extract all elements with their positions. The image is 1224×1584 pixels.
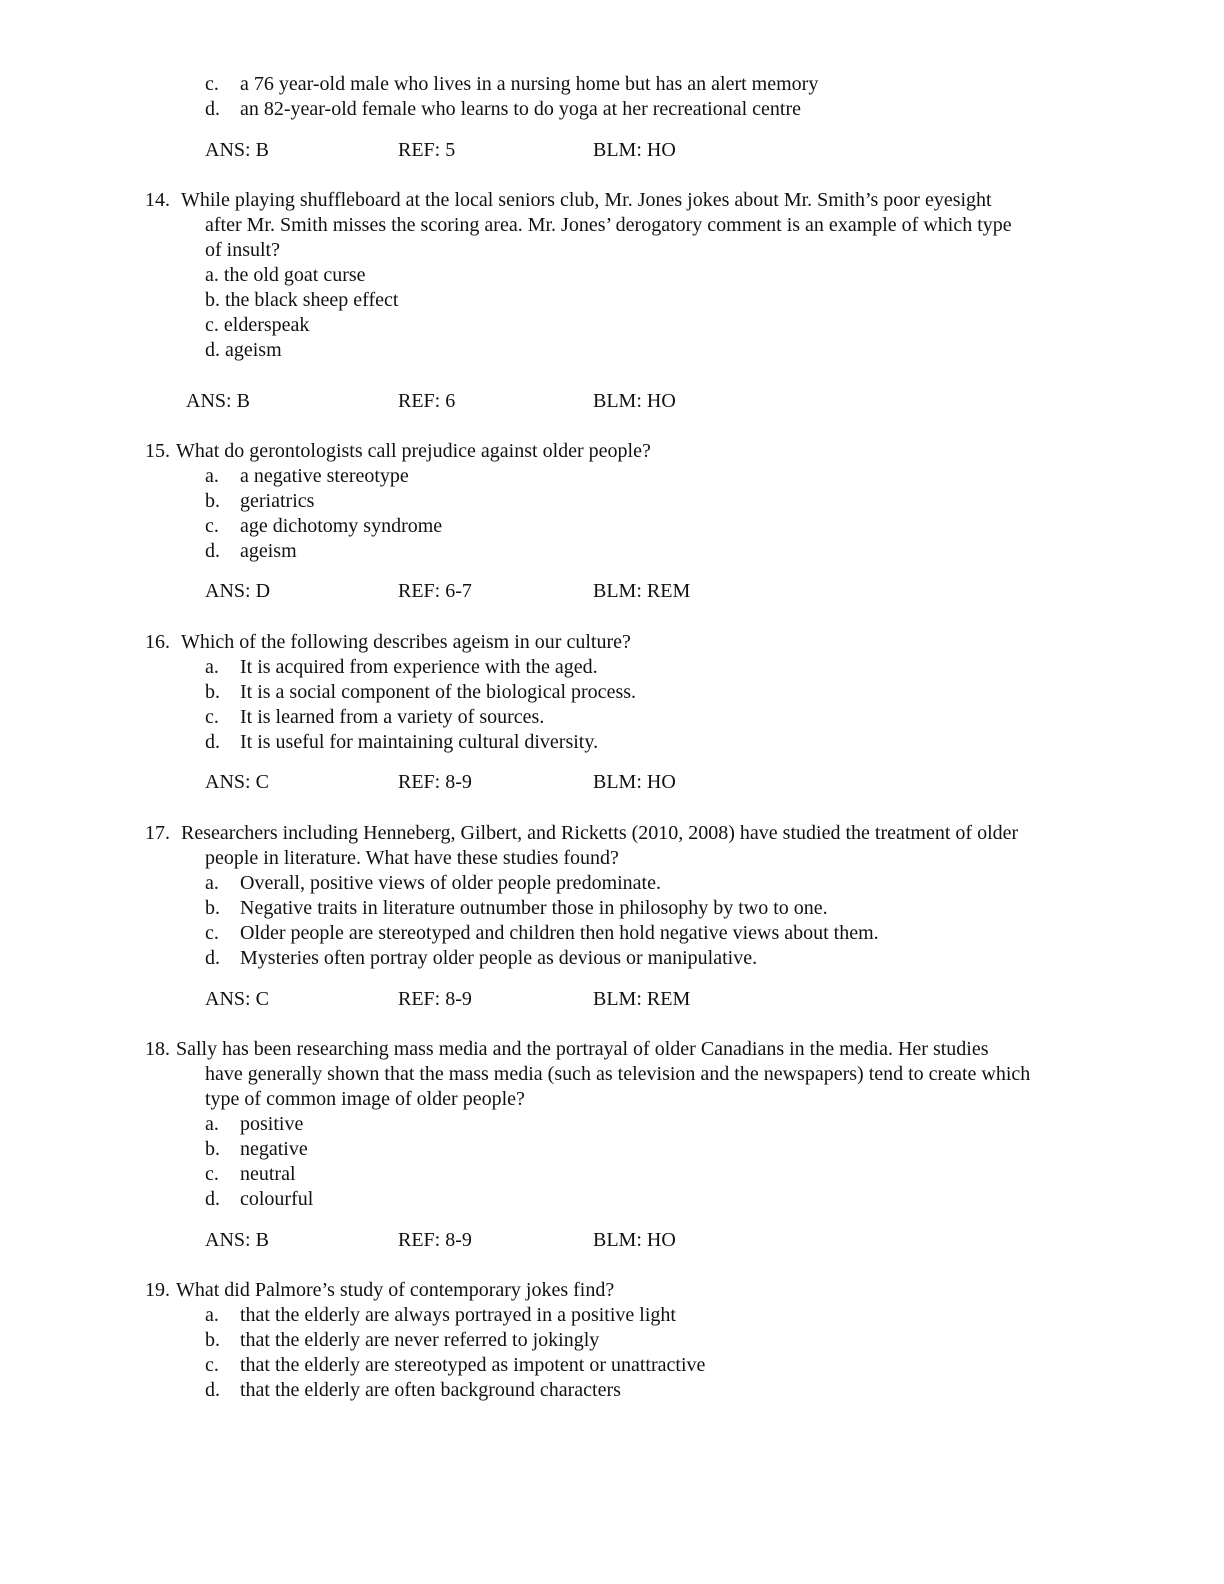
- reference-label: REF: 8-9: [398, 1229, 472, 1251]
- option-a: [205, 263, 366, 288]
- answer-label: ANS: D: [205, 580, 271, 602]
- option-text: neutral: [240, 1163, 296, 1185]
- option-b: [205, 288, 398, 313]
- question-number: 18.: [145, 1038, 170, 1060]
- question-text-line: Sally has been researching mass media and the portrayal of older Canadians in the media. Her studies: [176, 1038, 989, 1060]
- option-letter: b.: [205, 490, 220, 512]
- question-text-line: after Mr. Smith misses the scoring area. Mr. Jones’ derogatory comment is an example of which type: [205, 214, 1012, 236]
- option-text: a 76 year-old male who lives in a nursing home but has an alert memory: [240, 73, 819, 95]
- question-text-line: people in literature. What have these studies found?: [205, 847, 619, 869]
- option-text: Overall, positive views of older people predominate.: [240, 872, 661, 894]
- question-number: 16.: [145, 631, 170, 653]
- question-text-line: What did Palmore’s study of contemporary jokes find?: [176, 1279, 615, 1301]
- option-text: an 82-year-old female who learns to do yoga at her recreational centre: [240, 98, 801, 120]
- option-letter: b.: [205, 681, 220, 703]
- option-letter: c.: [205, 515, 219, 537]
- option-letter: a.: [205, 264, 219, 286]
- answer-label: ANS: B: [186, 390, 250, 412]
- option-letter: a.: [205, 872, 219, 894]
- blm-label: BLM: HO: [593, 1229, 676, 1251]
- option-letter: b.: [205, 897, 220, 919]
- option-text: elderspeak: [223, 314, 310, 336]
- option-text: the black sheep effect: [225, 289, 399, 311]
- option-letter: c.: [205, 1354, 219, 1376]
- blm-label: BLM: REM: [593, 580, 691, 602]
- option-text: positive: [240, 1113, 304, 1135]
- option-letter: b.: [205, 289, 220, 311]
- question-text-line: have generally shown that the mass media (such as television and the newspapers) tend to create which: [205, 1063, 1031, 1085]
- question-text-line: of insult?: [205, 239, 280, 261]
- option-letter: d.: [205, 731, 220, 753]
- reference-label: REF: 5: [398, 139, 456, 161]
- option-letter: c.: [205, 922, 219, 944]
- option-text: Older people are stereotyped and children then hold negative views about them.: [240, 922, 879, 944]
- reference-label: REF: 8-9: [398, 771, 472, 793]
- option-letter: d.: [205, 540, 220, 562]
- option-c: [205, 313, 309, 338]
- option-letter: a.: [205, 1304, 219, 1326]
- question-text-line: While playing shuffleboard at the local seniors club, Mr. Jones jokes about Mr. Smith’s poor eyesight: [181, 189, 992, 211]
- option-text: geriatrics: [240, 490, 315, 512]
- option-text: Mysteries often portray older people as devious or manipulative.: [240, 947, 758, 969]
- option-letter: b.: [205, 1138, 220, 1160]
- question-text-line: Which of the following describes ageism in our culture?: [181, 631, 631, 653]
- option-letter: d.: [205, 1379, 220, 1401]
- option-letter: c.: [205, 73, 219, 95]
- blm-label: BLM: HO: [593, 139, 676, 161]
- option-text: negative: [240, 1138, 308, 1160]
- option-letter: a.: [205, 1113, 219, 1135]
- option-text: that the elderly are stereotyped as impotent or unattractive: [240, 1354, 706, 1376]
- option-letter: d.: [205, 98, 220, 120]
- option-text: a negative stereotype: [240, 465, 409, 487]
- question-number: 15.: [145, 440, 170, 462]
- option-d: [205, 338, 282, 363]
- blm-label: BLM: HO: [593, 771, 676, 793]
- option-text: ageism: [225, 339, 282, 361]
- option-text: that the elderly are never referred to jokingly: [240, 1329, 600, 1351]
- question-number: 14.: [145, 189, 170, 211]
- option-text: that the elderly are always portrayed in a positive light: [240, 1304, 676, 1326]
- answer-label: ANS: C: [205, 771, 269, 793]
- question-text-line: type of common image of older people?: [205, 1088, 525, 1110]
- option-letter: c.: [205, 1163, 219, 1185]
- option-text: It is a social component of the biological process.: [240, 681, 637, 703]
- answer-label: ANS: C: [205, 988, 269, 1010]
- reference-label: REF: 6: [398, 390, 456, 412]
- option-letter: d.: [205, 947, 220, 969]
- option-letter: c.: [205, 706, 219, 728]
- question-number: 19.: [145, 1279, 170, 1301]
- question-text-line: Researchers including Henneberg, Gilbert, and Ricketts (2010, 2008) have studied the treatment of older: [181, 822, 1019, 844]
- option-letter: b.: [205, 1329, 220, 1351]
- option-letter: d.: [205, 1188, 220, 1210]
- reference-label: REF: 8-9: [398, 988, 472, 1010]
- option-text: It is acquired from experience with the aged.: [240, 656, 598, 678]
- option-letter: a.: [205, 465, 219, 487]
- answer-label: ANS: B: [205, 1229, 269, 1251]
- option-text: that the elderly are often background characters: [240, 1379, 621, 1401]
- option-text: It is useful for maintaining cultural diversity.: [240, 731, 599, 753]
- question-text-line: What do gerontologists call prejudice against older people?: [176, 440, 651, 462]
- option-letter: c.: [205, 314, 219, 336]
- blm-label: BLM: REM: [593, 988, 691, 1010]
- option-text: age dichotomy syndrome: [240, 515, 443, 537]
- option-letter: d.: [205, 339, 220, 361]
- option-text: colourful: [240, 1188, 314, 1210]
- reference-label: REF: 6-7: [398, 580, 472, 602]
- blm-label: BLM: HO: [593, 390, 676, 412]
- option-text: the old goat curse: [223, 264, 366, 286]
- question-number: 17.: [145, 822, 170, 844]
- option-text: ageism: [240, 540, 297, 562]
- option-letter: a.: [205, 656, 219, 678]
- option-text: It is learned from a variety of sources.: [240, 706, 545, 728]
- answer-label: ANS: B: [205, 139, 269, 161]
- option-text: Negative traits in literature outnumber those in philosophy by two to one.: [240, 897, 828, 919]
